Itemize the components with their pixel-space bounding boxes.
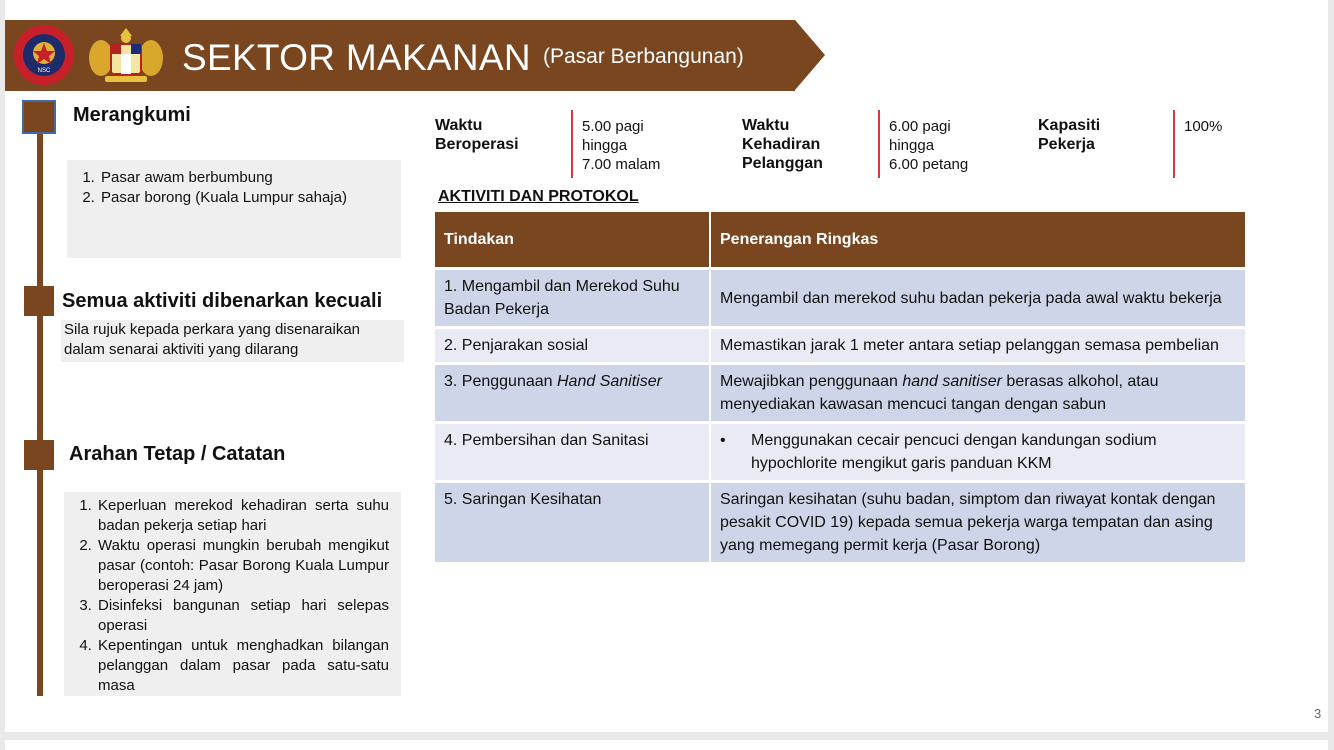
title-banner-arrow <box>795 20 825 90</box>
coat-of-arms-logo <box>83 24 169 88</box>
slide <box>5 0 1328 732</box>
next-slide-edge <box>5 740 1328 750</box>
activities-title: AKTIVITI DAN PROTOKOL <box>438 188 639 205</box>
list-item: 4. Kepentingan untuk menghadkan bilangan pelanggan dalam pasar pada satu-satu masa <box>96 636 389 696</box>
list-item: 3. Disinfeksi bangunan setiap hari selepas operasi <box>96 596 389 636</box>
arahan-list <box>64 492 401 696</box>
action-cell: 2. Penjarakan sosial <box>435 328 710 364</box>
page-subtitle: (Pasar Berbangunan) <box>543 45 744 68</box>
timeline-marker-dibenarkan <box>24 286 54 316</box>
page-number: 3 <box>1314 706 1322 721</box>
info-divider <box>1173 110 1175 178</box>
timeline-line <box>37 128 43 696</box>
description-cell: Mewajibkan penggunaan hand sanitiser berasas alkohol, atau menyediakan kawasan mencuci tangan dengan sabun <box>710 364 1245 423</box>
arahan-heading: Arahan Tetap / Catatan <box>69 443 286 465</box>
table-row <box>435 482 1245 563</box>
column-header-tindakan: Tindakan <box>435 212 710 269</box>
merangkumi-list <box>67 160 401 258</box>
kehadiran-value: 6.00 pagi hingga 6.00 petang <box>889 118 969 173</box>
description-cell: • Menggunakan cecair pencuci dengan kandungan sodium hypochlorite mengikut garis panduan KKM <box>710 423 1245 482</box>
list-item: 2. Waktu operasi mungkin berubah mengikut pasar (contoh: Pasar Borong Kuala Lumpur beroperasi 24 jam) <box>96 536 389 596</box>
description-cell: Mengambil dan merekod suhu badan pekerja pada awal waktu bekerja <box>710 269 1245 328</box>
nsc-abbr: NSC <box>37 68 51 74</box>
table-row <box>435 269 1245 328</box>
page-title: SEKTOR MAKANAN <box>182 37 531 78</box>
description-cell: Memastikan jarak 1 meter antara setiap pelanggan semasa pembelian <box>710 328 1245 364</box>
list-item: 2. Pasar borong (Kuala Lumpur sahaja) <box>99 188 401 208</box>
description-cell: Saringan kesihatan (suhu badan, simptom dan riwayat kontak dengan pesakit COVID 19) kepada semua pekerja warga tempatan dan asing yang memegang permit kerja (Pasar Borong) <box>710 482 1245 563</box>
activities-table <box>435 212 1245 562</box>
nsc-logo <box>13 24 75 86</box>
dibenarkan-heading: Semua aktiviti dibenarkan kecuali <box>62 290 383 312</box>
table-row <box>435 328 1245 364</box>
table-row <box>435 423 1245 482</box>
info-divider <box>571 110 573 178</box>
kehadiran-label: Waktu Kehadiran Pelanggan <box>742 117 823 172</box>
timeline-marker-merangkumi <box>24 102 54 132</box>
table-row <box>435 364 1245 423</box>
merangkumi-heading: Merangkumi <box>73 104 191 126</box>
waktu-beroperasi-label: Waktu Beroperasi <box>435 117 519 153</box>
action-cell: 5. Saringan Kesihatan <box>435 482 710 563</box>
action-cell: 3. Penggunaan Hand Sanitiser <box>435 364 710 423</box>
bullet-mark: • <box>720 432 726 449</box>
kapasiti-value: 100% <box>1184 118 1223 135</box>
list-item: 1. Keperluan merekod kehadiran serta suhu badan pekerja setiap hari <box>96 496 389 536</box>
column-header-penerangan: Penerangan Ringkas <box>710 212 1245 269</box>
list-item: 1. Pasar awam berbumbung <box>99 168 401 188</box>
timeline-marker-arahan <box>24 440 54 470</box>
action-cell: 4. Pembersihan dan Sanitasi <box>435 423 710 482</box>
info-divider <box>878 110 880 178</box>
dibenarkan-note: Sila rujuk kepada perkara yang disenaraikan dalam senarai aktiviti yang dilarang <box>61 320 404 362</box>
action-cell: 1. Mengambil dan Merekod Suhu Badan Pekerja <box>435 269 710 328</box>
kapasiti-label: Kapasiti Pekerja <box>1038 117 1101 153</box>
waktu-beroperasi-value: 5.00 pagi hingga 7.00 malam <box>582 118 661 173</box>
